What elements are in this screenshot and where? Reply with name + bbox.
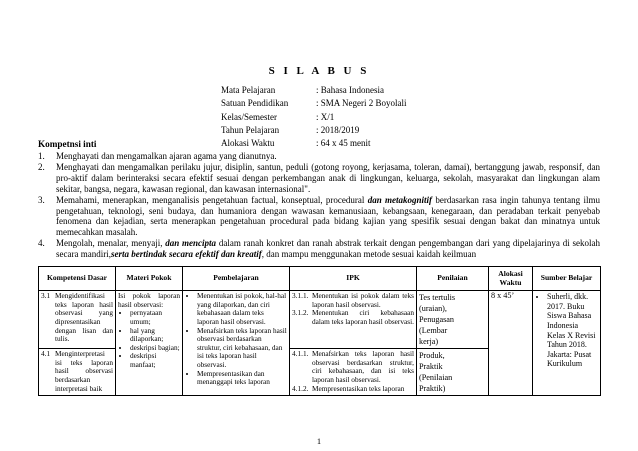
info-row	[221, 137, 407, 150]
item-text	[56, 238, 600, 260]
item-number: 4.	[38, 238, 45, 249]
assessment-line: Penugasan	[419, 315, 455, 325]
info-label: Satuan Pendidikan	[221, 98, 289, 109]
assessment-line: kerja)	[419, 337, 439, 347]
entry-number: 4.1.1.	[292, 349, 309, 359]
info-value: : Bahasa Indonesia	[316, 85, 384, 95]
list-item: • Suherli, dkk. 2017. Buku Siswa Bahasa Indonesia Kelas X Revisi Tahun 2018. Jakarta: Pusat Kurikulum	[547, 292, 598, 369]
entry-text: Menentukan ciri kebahasaan dalam teks laporan hasil observasi.	[312, 308, 414, 326]
time-allocation: 8 x 45’	[491, 291, 515, 301]
info-label: Kelas/Semester	[221, 111, 277, 122]
table-header-row	[39, 267, 601, 291]
column-header: IPK	[290, 267, 417, 291]
competency-entry	[41, 292, 113, 344]
info-value: : X/1	[316, 111, 335, 122]
column-header: Materi Pokok	[116, 267, 183, 291]
assessment-line: (uraian),	[419, 304, 447, 314]
indicator-entry	[292, 350, 414, 384]
column-header: Kompetensi Dasar	[39, 267, 116, 291]
item-text: Menghayati dan mengamalkan perilaku jujur, disiplin, santun, peduli (gotong royong, kerjasama, toleran, damai), bertanggung jawab, responsif, dan pro-aktif dalam berinteraksi secara efektif sesuai dengan perkembangan anak di lingkungan, keluarga, sekolah, masyarakat dan lingkungan alam sekitar, bangsa, negara, kawasan regional, dan kawasan internasional".	[56, 161, 600, 194]
list-item: • hal yang dilaporkan;	[130, 327, 180, 344]
alokasi-cell	[489, 291, 533, 396]
assessment-line: Praktik)	[419, 384, 446, 394]
list-item	[38, 238, 600, 260]
ipk-cell	[290, 291, 417, 349]
entry-number: 4.1.2.	[292, 383, 309, 393]
syllabus-table	[38, 266, 601, 396]
column-header: Pembelajaran	[183, 267, 290, 291]
text-run: Memahami, menerapkan, menganalisis pengetahuan factual, konseptual, procedural	[56, 194, 368, 205]
assessment-line: (Lembar	[419, 326, 448, 336]
list-item	[38, 195, 600, 239]
pembelajaran-cell	[183, 291, 290, 396]
page-number: 1	[316, 436, 322, 446]
learning-activity-list	[185, 292, 287, 387]
indicator-entry	[292, 292, 414, 309]
column-header: Alokasi Waktu	[489, 267, 533, 291]
materi-intro: Isi pokok laporan hasil observasi:	[118, 291, 180, 309]
item-number: 3.	[38, 194, 45, 205]
column-header: Sumber Belajar	[533, 267, 601, 291]
list-item: • pernyataan umum;	[130, 309, 180, 326]
kd-cell	[39, 291, 116, 349]
info-value: : SMA Negeri 2 Boyolali	[316, 98, 407, 109]
penilaian-cell	[417, 349, 489, 396]
list-item	[38, 151, 600, 162]
assessment-line: Praktik	[419, 362, 443, 372]
emphasis-text: dan metakognitif	[367, 194, 433, 205]
list-item: • Menafsirkan teks laporan hasil observasi berdasarkan struktur, ciri kebahasaan, dan isi teks laporan hasil observasi.	[197, 327, 287, 370]
column-header: Penilaian	[417, 267, 489, 291]
entry-number: 4.1	[41, 349, 51, 359]
info-value: : 64 x 45 menit	[316, 138, 371, 149]
info-row	[221, 111, 407, 124]
core-competency-list	[38, 151, 600, 260]
info-label: Mata Pelajaran	[221, 85, 276, 95]
assessment-line: (Penilaian	[419, 373, 453, 383]
competency-entry	[41, 350, 113, 393]
subject-info	[221, 84, 407, 150]
entry-text: Menentukan isi pokok dalam teks laporan hasil observasi.	[312, 291, 414, 309]
entry-number: 3.1	[41, 291, 51, 301]
penilaian-cell	[417, 291, 489, 349]
entry-text: Mengidentifikasi teks laporan hasil observasi yang dipresentasikan dengan lisan dan tulis.	[55, 291, 113, 344]
materi-cell	[116, 291, 183, 396]
item-text: Menghayati dan mengamalkan ajaran agama yang dianutnya.	[56, 151, 277, 161]
entry-number: 3.1.2.	[292, 308, 309, 318]
source-list	[535, 292, 598, 369]
text-run: berdasarkan rasa ingin tahunya tentang ilmu pengetahuan, teknologi, seni budaya, dan humaniora dengan wawasan kemanusiaan, kebangsaan, kenegaraan, dan peradaban terkait penyebab fenomena dan kejadian, serta menerapkan pengetahuan procedural pada bidang kajian yang spesifik sesuai dengan bakat dan minatnya untuk memecahkan masalah.	[56, 194, 600, 238]
entry-text: Mempresentasikan teks laporan	[312, 383, 405, 393]
info-value: : 2018/2019	[316, 124, 360, 135]
table-row	[39, 291, 601, 349]
info-row	[221, 97, 407, 110]
list-item: • deskripsi manfaat;	[130, 352, 180, 369]
indicator-entry	[292, 309, 414, 326]
emphasis-text: serta bertindak secara efektif dan kreatif	[110, 249, 262, 260]
info-label: Alokasi Waktu	[221, 138, 275, 149]
entry-number: 3.1.1.	[292, 291, 309, 301]
text-run: dalam ranah konkret dan ranah abstrak terkait dengan pengembangan dari yang dipelajarinya di sekolah secara mandiri,	[56, 238, 600, 260]
list-item: • Mempresentasikan dan menanggapi teks laporan	[197, 370, 287, 387]
list-item: • Menentukan isi pokok, hal-hal yang dilaporkan, dan ciri kebahasaan dalam teks laporan hasil observasi.	[197, 292, 287, 326]
core-competency-heading: Kompetnsi inti	[38, 139, 97, 149]
emphasis-text: dan mencipta	[165, 238, 217, 249]
info-row	[221, 84, 407, 97]
indicator-entry	[292, 385, 414, 394]
entry-text: Menginterpretasi isi teks laporan hasil observasi berdasarkan interpretasi baik	[55, 349, 113, 393]
entry-text: Menafsirkan teks laporan hasil observasi berdasarkan struktur, ciri kebahasaan, dan isi teks laporan hasil observasi.	[312, 349, 414, 384]
materi-list	[118, 309, 180, 369]
item-number: 2.	[38, 161, 45, 172]
kd-cell	[39, 349, 116, 396]
page-title: S I L A B U S	[268, 65, 370, 77]
assessment-line: Produk,	[419, 351, 445, 361]
info-row	[221, 124, 407, 137]
sumber-cell	[533, 291, 601, 396]
item-number: 1.	[38, 151, 45, 161]
assessment-line: Tes tertulis	[419, 293, 456, 303]
ipk-cell	[290, 349, 417, 396]
info-label: Tahun Pelajaran	[221, 124, 280, 135]
list-item	[38, 162, 600, 195]
text-run: , dan mampu menggunakan metode sesuai kaidah keilmuan	[261, 249, 477, 260]
text-run: Mengolah, menalar, menyaji,	[56, 238, 166, 249]
item-text	[56, 195, 600, 239]
list-item: • deskripsi bagian;	[130, 344, 180, 353]
